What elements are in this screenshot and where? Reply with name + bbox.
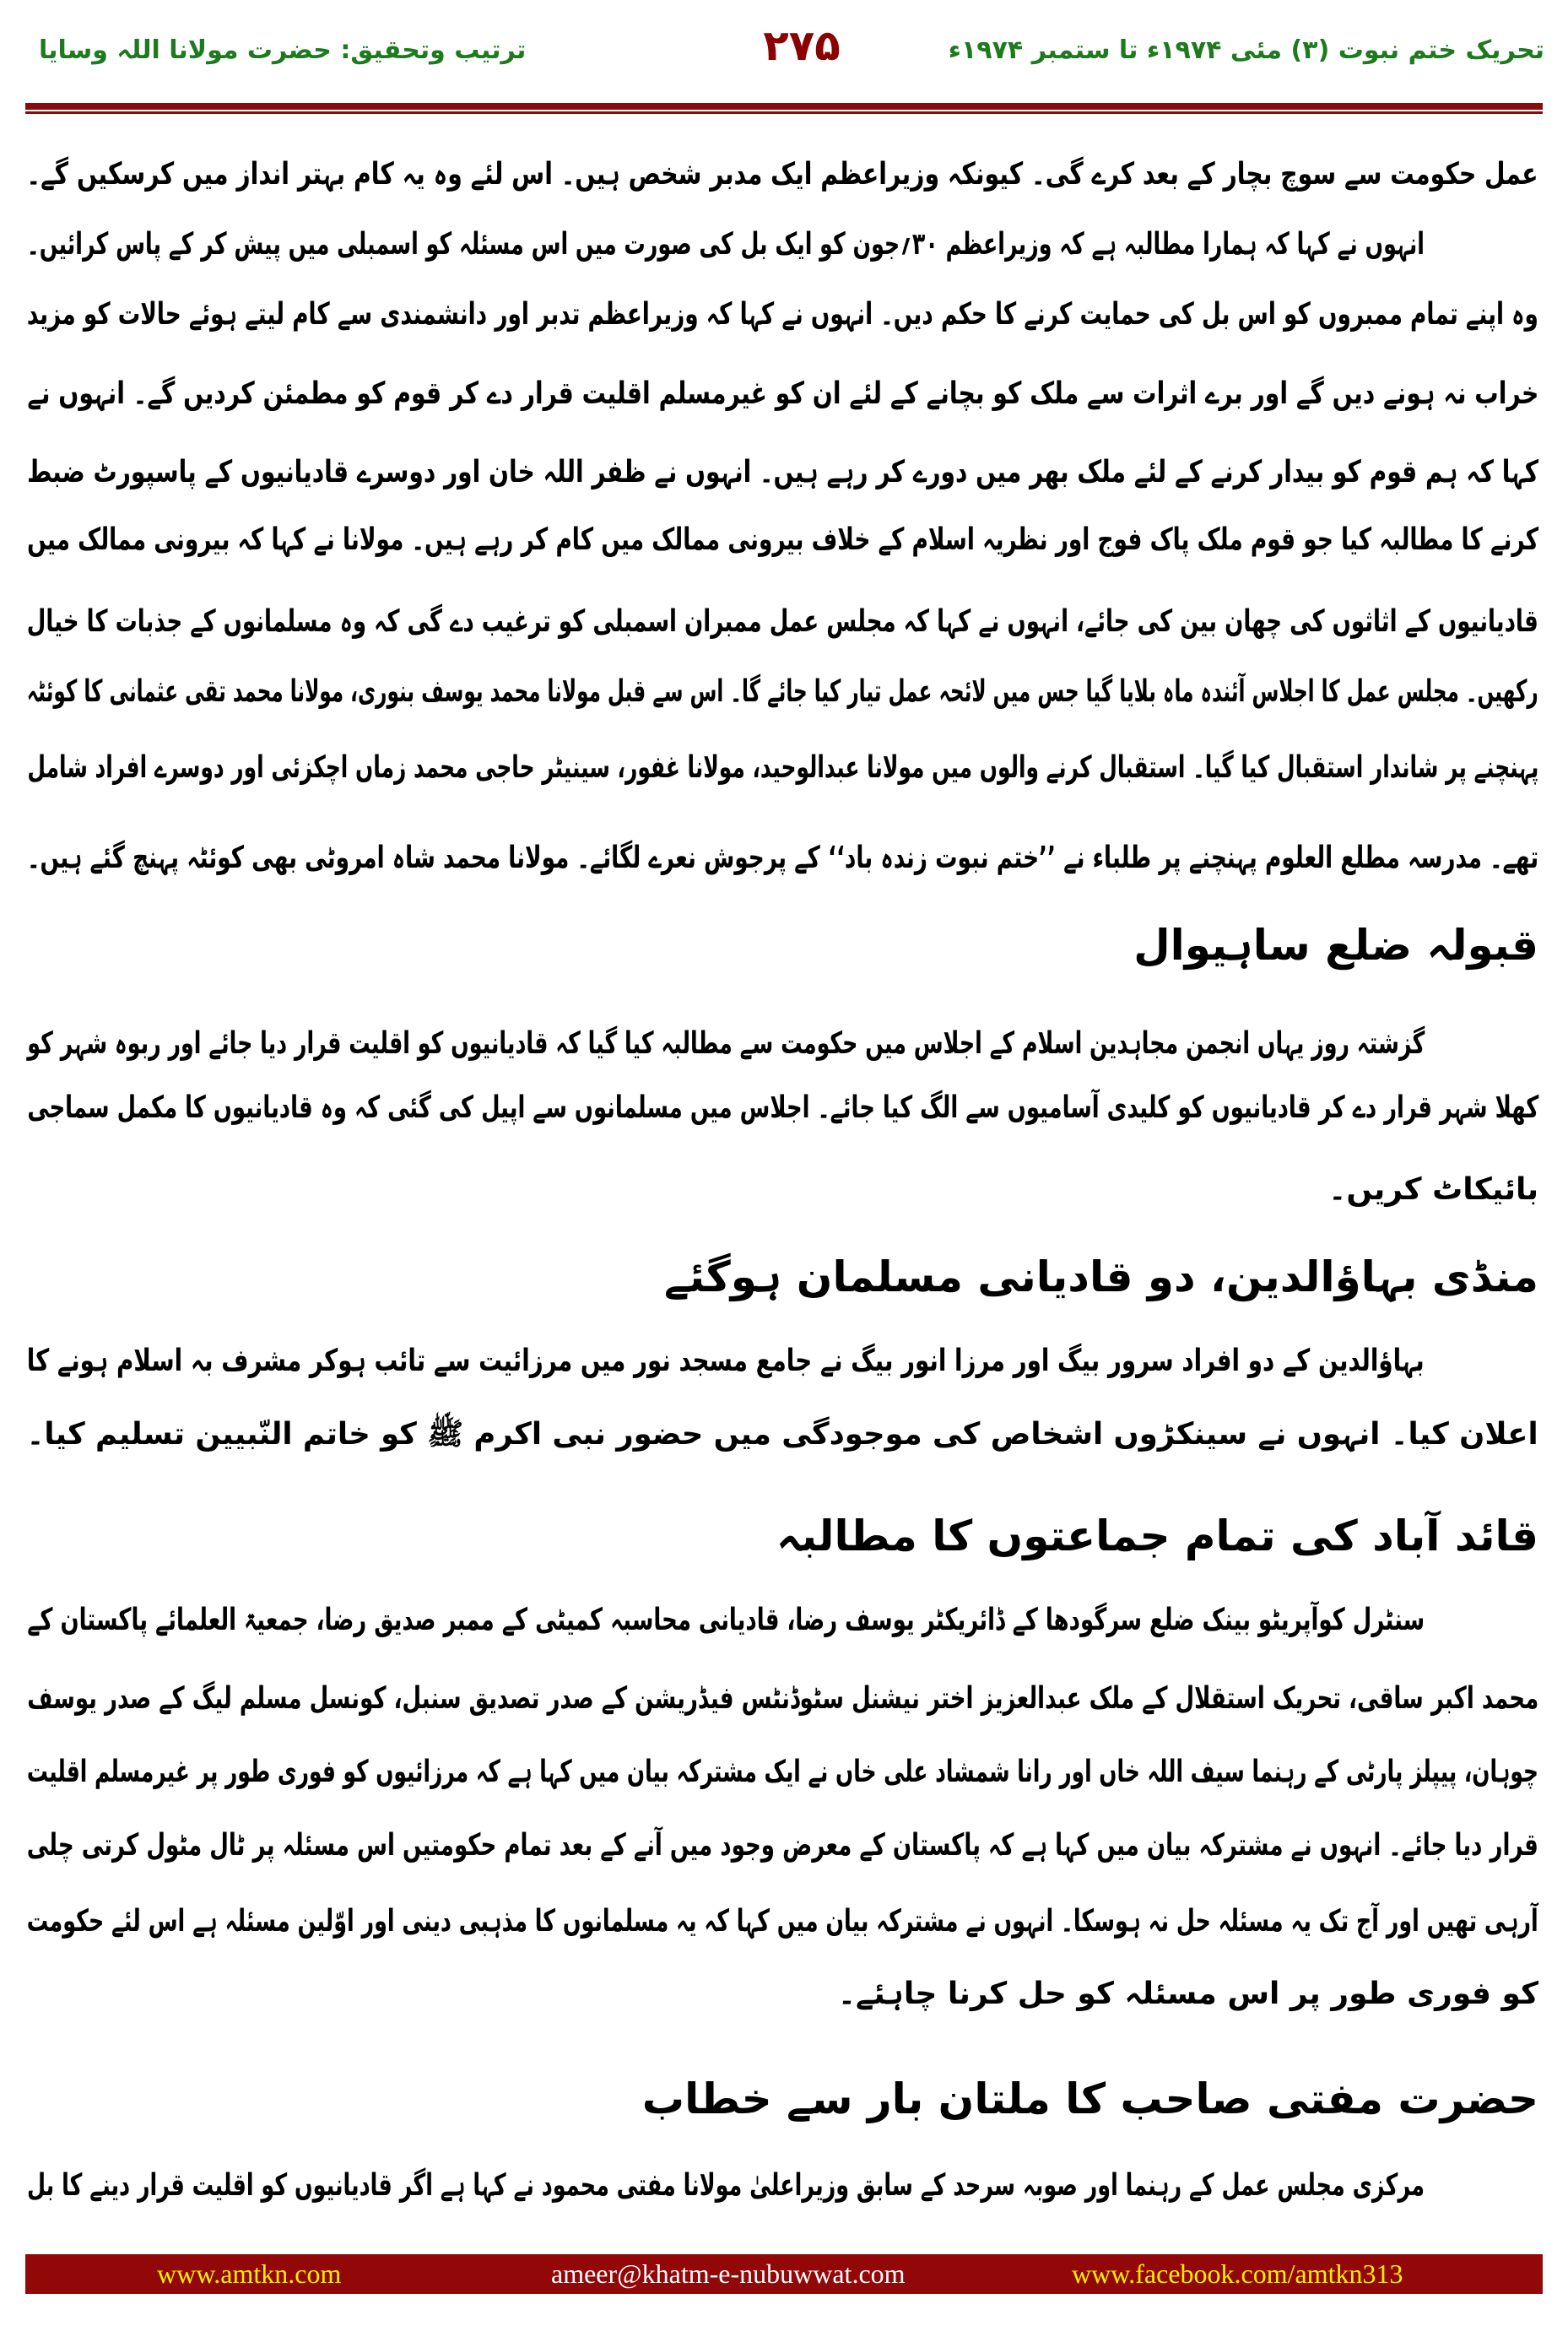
header-divider-thick: [25, 103, 1543, 110]
facebook-link[interactable]: www.facebook.com/amtkn313: [1072, 2258, 1403, 2289]
section-heading: منڈی بہاؤالدین، دو قادیانی مسلمان ہوگئے: [663, 1252, 1538, 1301]
text-line: وہ اپنے تمام ممبروں کو اس بل کی حمایت کرنے کا حکم دیں۔ انہوں نے کہا کہ وزیراعظم تدبر اور دانشمندی سے کام لیتے ہوئے حالات کو مزید: [27, 297, 1538, 332]
section-heading: قائد آباد کی تمام جماعتوں کا مطالبہ: [776, 1512, 1538, 1560]
text-line: کرنے کا مطالبہ کیا جو قوم ملک پاک فوج اور نظریہ اسلام کے خلاف بیرونی ممالک میں کام کر رہے ہیں۔ مولانا نے کہا کہ بیرونی ممالک میں: [27, 522, 1538, 557]
text-line: کھلا شہر قرار دے کر قادیانیوں کو کلیدی آسامیوں سے الگ کیا جائے۔ اجلاس میں مسلمانوں سے اپیل کی گئی کہ وہ قادیانیوں کا مکمل سماجی: [27, 1090, 1538, 1125]
page-number: ۲۷۵: [763, 21, 841, 70]
website-link[interactable]: www.amtkn.com: [157, 2258, 342, 2289]
paragraph-first-line: سنٹرل کوآپریٹو بینک ضلع سرگودھا کے ڈائریکٹر یوسف رضا، قادیانی محاسبہ کمیٹی کے ممبر صدیق رضا، جمعیۃ العلمائے پاکستان کے: [27, 1603, 1425, 1637]
text-line: محمد اکبر ساقی، تحریک استقلال کے ملک عبدالعزیز اختر نیشنل سٹوڈنٹس فیڈریشن کے صدر تصدیق سنبل، کونسل مسلم لیگ کے صدر یوسف: [27, 1681, 1538, 1716]
text-line: تھے۔ مدرسہ مطلع العلوم پہنچنے پر طلباء نے ’’ختم نبوت زندہ باد‘‘ کے پرجوش نعرے لگائے۔ مولانا محمد شاہ امروٹی بھی کوئٹہ پہنچ گئے ہیں۔: [27, 841, 1538, 875]
text-line: کو فوری طور پر اس مسئلہ کو حل کرنا چاہئے۔: [837, 1977, 1538, 2011]
text-line: بائیکاٹ کریں۔: [1328, 1172, 1538, 1207]
paragraph-first-line: بہاؤالدین کے دو افراد سرور بیگ اور مرزا انور بیگ نے جامع مسجد نور میں مرزائیت سے تائب ہوکر مشرف بہ اسلام ہونے کا: [27, 1344, 1425, 1378]
text-line: اعلان کیا۔ انہوں نے سینکڑوں اشخاص کی موجودگی میں حضور نبی اکرم ﷺ کو خاتم النّبیین تسلیم کیا۔: [27, 1417, 1538, 1452]
text-line: رکھیں۔ مجلس عمل کا اجلاس آئندہ ماہ بلایا گیا جس میں لائحہ عمل تیار کیا جائے گا۔ اس سے قبل مولانا محمد یوسف بنوری، مولانا محمد تقی عثمانی کا کوئٹہ: [27, 674, 1538, 709]
compiler-credit: ترتیب وتحقیق: حضرت مولانا اللہ وسایا: [39, 35, 527, 65]
paragraph-first-line: مرکزی مجلس عمل کے رہنما اور صوبہ سرحد کے سابق وزیراعلیٰ مولانا مفتی محمود نے کہا ہے اگر قادیانیوں کو اقلیت قرار دینے کا بل: [27, 2168, 1425, 2203]
email-link[interactable]: ameer@khatm-e-nubuwwat.com: [551, 2258, 906, 2289]
paragraph-first-line: انہوں نے کہا کہ ہمارا مطالبہ ہے کہ وزیراعظم ۳۰؍جون کو ایک بل کی صورت میں اس مسئلہ کو اسمبلی میں پیش کر کے پاس کرائیں۔: [27, 227, 1425, 262]
text-line: کہا کہ ہم قوم کو بیدار کرنے کے لئے ملک بھر میں دورے کر رہے ہیں۔ انہوں نے ظفر اللہ خان اور دوسرے قادیانیوں کے پاسپورٹ ضبط: [27, 455, 1538, 489]
text-line: پہنچنے پر شاندار استقبال کیا گیا۔ استقبال کرنے والوں میں مولانا عبدالوحید، مولانا غفور، سینیٹر حاجی محمد زماں اچکزئی اور دوسرے افراد شامل: [27, 750, 1538, 785]
section-heading: قبولہ ضلع ساہیوال: [1133, 921, 1538, 970]
text-line: چوہان، پیپلز پارٹی کے رہنما سیف اللہ خاں اور رانا شمشاد علی خاں نے ایک مشترکہ بیان میں کہا ہے کہ مرزائیوں کو فوری طور پر غیرمسلم اقلیت: [27, 1755, 1538, 1789]
footer-bar: [25, 2254, 1543, 2294]
header-divider-thin: [25, 111, 1543, 114]
text-line: قرار دیا جائے۔ انہوں نے مشترکہ بیان میں کہا ہے کہ پاکستان کے معرض وجود میں آنے کے بعد تمام حکومتیں اس مسئلہ پر ٹال مٹول کرتی چلی: [27, 1828, 1538, 1863]
section-heading: حضرت مفتی صاحب کا ملتان بار سے خطاب: [641, 2074, 1538, 2123]
book-title: تحریک ختم نبوت (۳) مئی ۱۹۷۴ء تا ستمبر ۱۹۷۴ء: [948, 35, 1544, 65]
text-line: عمل حکومت سے سوچ بچار کے بعد کرے گی۔ کیونکہ وزیراعظم ایک مدبر شخص ہیں۔ اس لئے وہ یہ کام بہتر انداز میں کرسکیں گے۔: [27, 157, 1538, 192]
text-line: خراب نہ ہونے دیں گے اور برے اثرات سے ملک کو بچانے کے لئے ان کو غیرمسلم اقلیت قرار دے کر قوم کو مطمئن کردیں گے۔ انہوں نے: [27, 376, 1538, 411]
paragraph-first-line: گزشتہ روز یہاں انجمن مجاہدین اسلام کے اجلاس میں حکومت سے مطالبہ کیا گیا کہ قادیانیوں کو اقلیت قرار دیا جائے اور ربوہ شہر کو: [27, 1026, 1425, 1061]
text-line: آرہی تھیں اور آج تک یہ مسئلہ حل نہ ہوسکا۔ انہوں نے مشترکہ بیان میں کہا کہ یہ مسلمانوں کا مذہبی دینی اور اوّلین مسئلہ ہے اس لئے حکومت: [27, 1904, 1538, 1939]
text-line: قادیانیوں کے اثاثوں کی چھان بین کی جائے، انہوں نے کہا کہ مجلس عمل ممبران اسمبلی کو ترغیب دے گی کہ وہ مسلمانوں کے جذبات کا خیال: [27, 604, 1538, 639]
